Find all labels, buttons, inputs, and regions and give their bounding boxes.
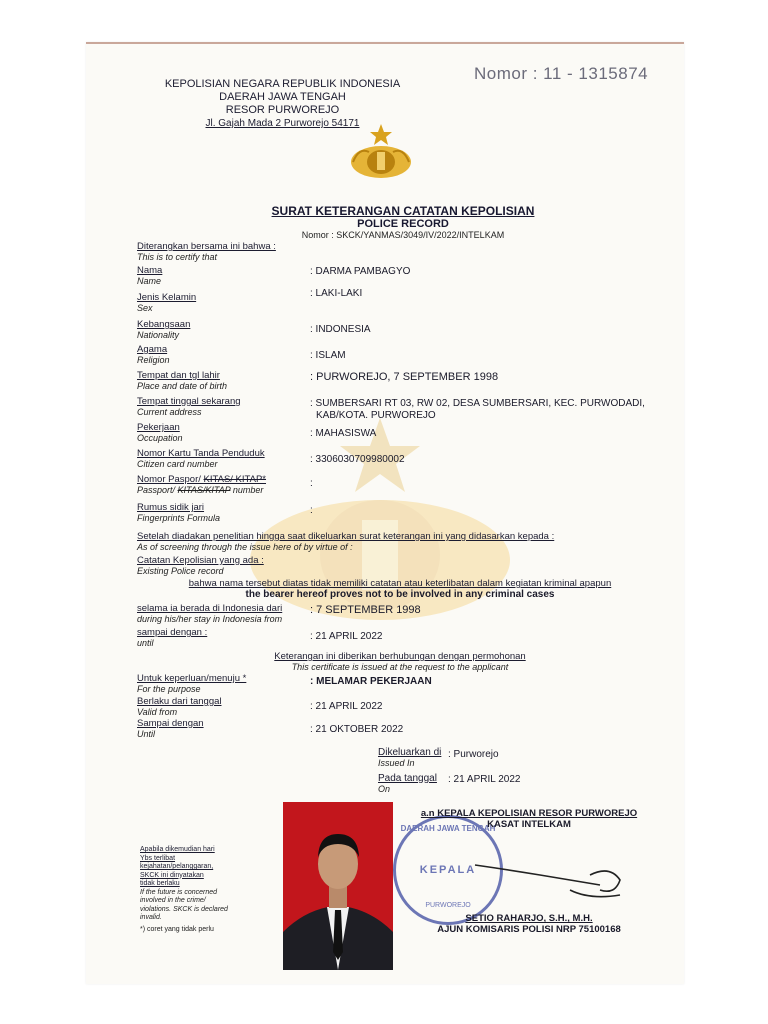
stay-from	[137, 603, 282, 625]
passport-en-struck: KITAS/KITAP	[177, 485, 231, 495]
signature-line-1: a.n KEPALA KEPOLISIAN RESOR PURWOREJO	[420, 808, 638, 819]
field-passport	[137, 474, 266, 496]
issued-at-value: : Purworejo	[448, 749, 499, 760]
signatory-name: SETIO RAHARJO, S.H., M.H.	[465, 913, 593, 924]
stay-from-en: during his/her stay in Indonesia from	[137, 614, 283, 624]
field-label: Nomor Kartu Tanda Penduduk	[137, 448, 265, 459]
purpose-id: Untuk keperluan/menuju *	[137, 673, 247, 684]
signature-footer	[404, 913, 654, 935]
field-occupation	[137, 422, 183, 444]
field-label-en: Religion	[137, 355, 170, 365]
signature-line-2: KASAT INTELKAM	[487, 819, 571, 830]
issued-at-id: Dikeluarkan di	[378, 747, 442, 758]
document-title: SURAT KETERANGAN CATATAN KEPOLISIAN	[271, 204, 535, 218]
field-sex	[137, 292, 196, 314]
purpose-en: For the purpose	[137, 684, 201, 694]
field-label: Nama	[137, 265, 163, 276]
field-label: Agama	[137, 344, 168, 355]
field-value-occupation: : MAHASISWA	[310, 428, 377, 439]
field-value-passport: :	[310, 478, 313, 489]
valid-until-value: : 21 OKTOBER 2022	[310, 724, 404, 735]
field-nama	[137, 265, 162, 287]
handwritten-signature-icon	[470, 845, 640, 905]
stamp-bottom-text: PURWOREJO	[425, 902, 471, 909]
valid-until-field	[137, 718, 204, 740]
serial-number: Nomor : 11 - 1315874	[474, 64, 649, 83]
request-id: Keterangan ini diberikan berhubungan dengan permohonan	[274, 651, 526, 662]
header-line-3: RESOR PURWOREJO	[225, 104, 340, 116]
header-line-1: KEPOLISIAN NEGARA REPUBLIK INDONESIA	[164, 78, 401, 90]
screening-en: As of screening through the issue here of by virtue of :	[137, 542, 353, 552]
valid-from-value: : 21 APRIL 2022	[310, 701, 383, 712]
passport-label-struck: KITAS/ KITAP*	[203, 474, 267, 485]
note-id-5: tidak berlaku	[140, 880, 180, 887]
title-block	[260, 204, 546, 240]
field-label-en: Name	[137, 276, 162, 286]
field-value-address	[310, 398, 645, 422]
signature-header	[404, 808, 654, 830]
valid-until-id: Sampai dengan	[137, 718, 204, 729]
stay-from-value: : 7 SEPTEMBER 1998	[310, 604, 421, 616]
field-fingerprint	[137, 502, 220, 524]
purpose-value: : MELAMAR PEKERJAAN	[310, 676, 432, 687]
stamp-center-text: KEPALA	[419, 864, 477, 876]
passport-en-a: Passport/	[137, 485, 178, 495]
request-en: This certificate is issued at the request to the applicant	[291, 662, 509, 672]
field-label-en: Fingerprints Formula	[137, 513, 221, 523]
statement-en: the bearer hereof proves not to be involved in any criminal cases	[245, 589, 555, 600]
passport-label-a: Nomor Paspor/	[137, 474, 204, 485]
stay-until-id: sampai dengan :	[137, 627, 208, 638]
valid-from-id: Berlaku dari tanggal	[137, 696, 222, 707]
field-address	[137, 396, 241, 418]
issued-on-id: Pada tanggal	[378, 773, 437, 784]
police-emblem-icon	[349, 122, 413, 182]
screening	[137, 531, 554, 553]
existing-en: Existing Police record	[137, 566, 224, 576]
field-label: Tempat tinggal sekarang	[137, 396, 241, 407]
field-value-sex: : LAKI-LAKI	[310, 288, 363, 299]
request	[240, 651, 560, 673]
note-id-1: Apabila dikemudian hari	[140, 846, 215, 853]
statement-id: bahwa nama tersebut diatas tidak memiliki catatan atau keterlibatan dalam kegiatan kriminal apapun	[188, 578, 612, 589]
field-label: Tempat dan tgl lahir	[137, 370, 220, 381]
intro-en: This is to certify that	[137, 252, 218, 262]
applicant-photo	[283, 802, 393, 970]
field-value-citizen-card: : 3306030709980002	[310, 454, 405, 465]
field-label: Pekerjaan	[137, 422, 180, 433]
person-portrait-icon	[283, 802, 393, 970]
field-label-en: Occupation	[137, 433, 183, 443]
existing-id: Catatan Kepolisian yang ada :	[137, 555, 264, 566]
screening-id: Setelah diadakan penelitian hingga saat dikeluarkan surat keterangan ini yang didasarkan kepada :	[137, 531, 555, 542]
note-id-4: SKCK ini dinyatakan	[140, 871, 204, 879]
field-nationality	[137, 319, 190, 341]
address-line-2: KAB/KOTA. PURWOREJO	[316, 410, 436, 421]
field-citizen-card	[137, 448, 265, 470]
field-label-en: Nationality	[137, 330, 180, 340]
note-id-2: Ybs terlibat	[140, 854, 176, 862]
note-en-2: involved in the crime/	[140, 897, 206, 904]
intro-id: Diterangkan bersama ini bahwa :	[137, 241, 276, 252]
note-en-4: invalid.	[140, 914, 162, 921]
field-value-fingerprint: :	[310, 505, 313, 516]
stamp-top-text: DAERAH JAWA TENGAH	[400, 824, 496, 833]
field-label-en: Citizen card number	[137, 459, 218, 469]
stay-until-value: : 21 APRIL 2022	[310, 631, 383, 642]
issued-at-en: Issued In	[378, 758, 415, 768]
issued-on-value: : 21 APRIL 2022	[448, 774, 521, 785]
intro	[137, 241, 276, 263]
notes-block	[140, 846, 228, 934]
note-en-1: If the future is concerned	[140, 888, 218, 896]
valid-until-en: Until	[137, 729, 156, 739]
note-id-3: kejahatan/pelanggaran,	[140, 863, 214, 870]
field-value-nama: : DARMA PAMBAGYO	[310, 266, 411, 277]
field-label-en: Place and date of birth	[137, 381, 228, 391]
issued-on	[378, 773, 437, 795]
field-birth	[137, 370, 227, 392]
passport-en-c: number	[230, 485, 264, 495]
existing-record	[137, 555, 264, 577]
field-value-religion: : ISLAM	[310, 350, 346, 361]
issued-on-en: On	[378, 784, 391, 794]
issued-at	[378, 747, 441, 769]
address-line-1: : SUMBERSARI RT 03, RW 02, DESA SUMBERSARI, KEC. PURWODADI,	[310, 398, 645, 409]
footnote: *) coret yang tidak perlu	[140, 925, 214, 933]
signatory-rank: AJUN KOMISARIS POLISI NRP 75100168	[437, 924, 621, 935]
stay-from-id: selama ia berada di Indonesia dari	[137, 603, 283, 614]
valid-from-field	[137, 696, 222, 718]
field-label	[137, 474, 266, 485]
purpose-field	[137, 673, 246, 695]
note-en-3: violations. SKCK is declared	[140, 905, 228, 913]
field-label: Kebangsaan	[137, 319, 191, 330]
stay-until	[137, 627, 207, 649]
field-value-birth: : PURWOREJO, 7 SEPTEMBER 1998	[310, 371, 499, 383]
field-religion	[137, 344, 170, 366]
document-subtitle: POLICE RECORD	[357, 218, 449, 230]
statement	[170, 578, 630, 600]
field-label-en: Current address	[137, 407, 202, 417]
field-value-nationality: : INDONESIA	[310, 324, 371, 335]
document-number: Nomor : SKCK/YANMAS/3049/IV/2022/INTELKAM	[301, 230, 505, 240]
header-line-4: Jl. Gajah Mada 2 Purworejo 54171	[205, 118, 360, 129]
header-line-2: DAERAH JAWA TENGAH	[219, 91, 346, 103]
field-label-en: Sex	[137, 303, 153, 313]
field-label: Rumus sidik jari	[137, 502, 205, 513]
field-label-en	[137, 485, 266, 496]
field-label: Jenis Kelamin	[137, 292, 197, 303]
valid-from-en: Valid from	[137, 707, 178, 717]
stay-until-en: until	[137, 638, 154, 648]
